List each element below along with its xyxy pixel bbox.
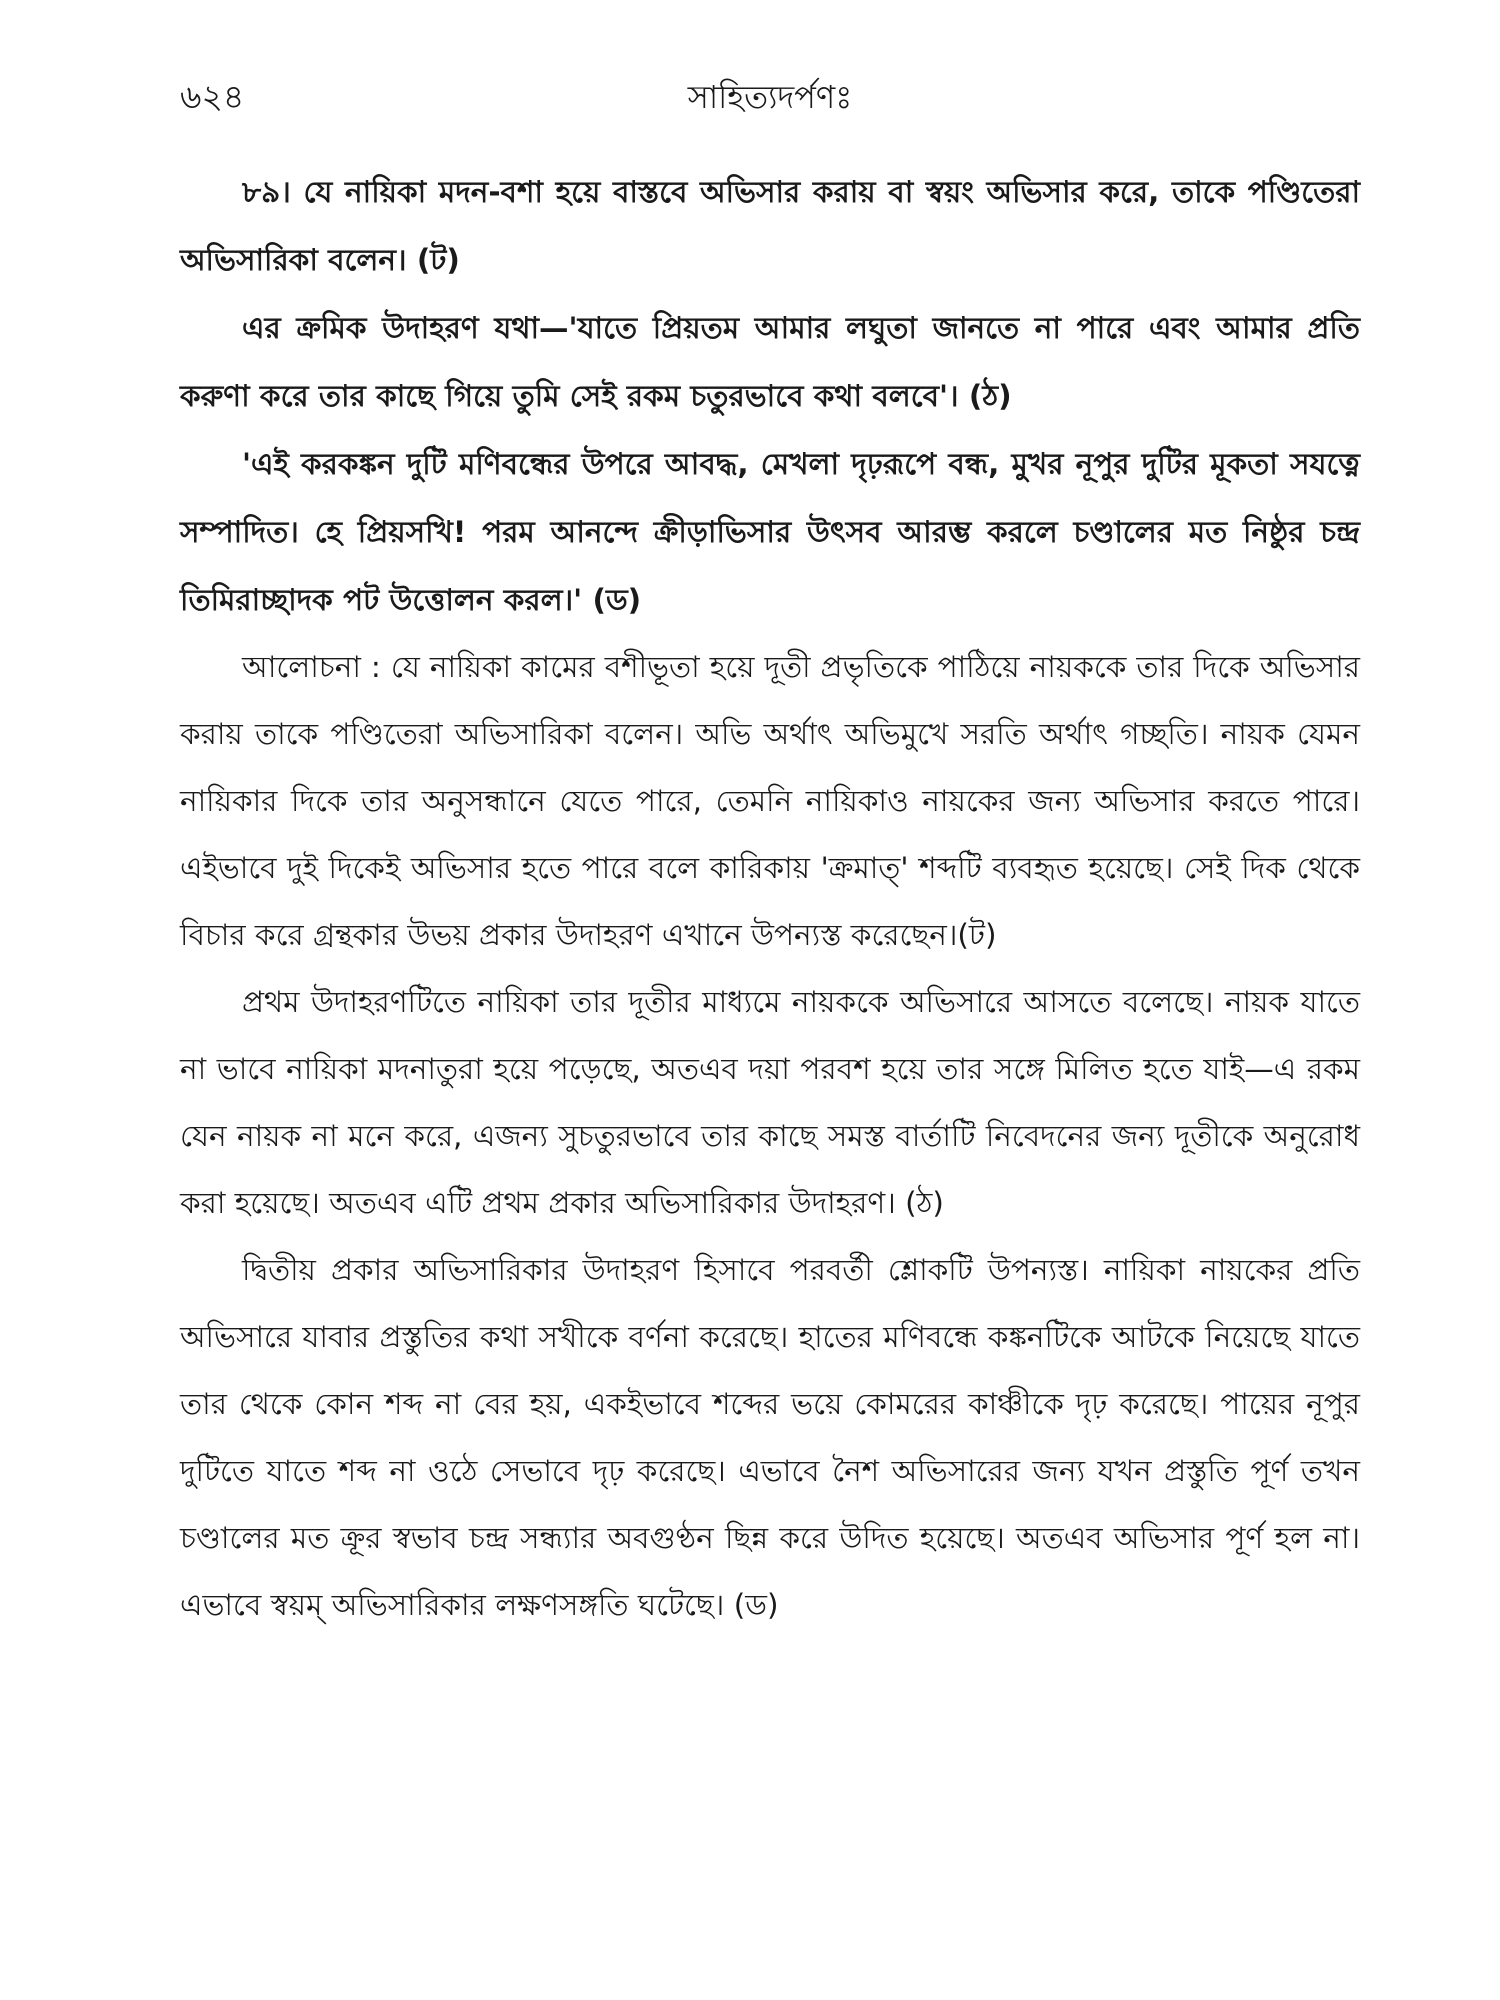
second-example: 'এই করকঙ্কন দুটি মণিবন্ধের উপরে আবদ্ধ, মেখলা দৃঢ়রূপে বন্ধ, মুখর নূপুর দুটির মূকতা সযত্নে সম্পাদিত। হে প্রিয়সখি! পরম আনন্দে ক্রীড়াভিসার উৎসব আরম্ভ করলে চণ্ডালের মত নিষ্ঠুর চন্দ্র তিমিরাচ্ছাদক পট উত্তোলন করল।' (ড) — [180, 447, 1360, 617]
page-header — [180, 72, 1360, 122]
running-title: সাহিত্যদর্পণঃ — [687, 78, 853, 116]
first-example-commentary: প্রথম উদাহরণটিতে নায়িকা তার দূতীর মাধ্যমে নায়ককে অভিসারে আসতে বলেছে। নায়ক যাতে না ভাবে নায়িকা মদনাতুরা হয়ে পড়েছে, অতএব দয়া পরবশ হয়ে তার সঙ্গে মিলিত হতে যাই—এ রকম যেন নায়ক না মনে করে, এজন্য সুচতুরভাবে তার কাছে সমস্ত বার্তাটি নিবেদনের জন্য দূতীকে অনুরোধ করা হয়েছে। অতএব এটি প্রথম প্রকার অভিসারিকার উদাহরণ। (ঠ) — [180, 985, 1360, 1220]
first-example: এর ক্রমিক উদাহরণ যথা—'যাতে প্রিয়তম আমার লঘুতা জানতে না পারে এবং আমার প্রতি করুণা করে তার কাছে গিয়ে তুমি সেই রকম চতুরভাবে কথা বলবে'। (ঠ) — [180, 311, 1360, 413]
verse-89-definition: ৮৯। যে নায়িকা মদন-বশা হয়ে বাস্তবে অভিসার করায় বা স্বয়ং অভিসার করে, তাকে পণ্ডিতেরা অভিসারিকা বলেন। (ট) — [180, 175, 1360, 277]
second-example-commentary: দ্বিতীয় প্রকার অভিসারিকার উদাহরণ হিসাবে পরবর্তী শ্লোকটি উপন্যস্ত। নায়িকা নায়কের প্রতি অভিসারে যাবার প্রস্তুতির কথা সখীকে বর্ণনা করেছে। হাতের মণিবন্ধে কঙ্কনটিকে আটকে নিয়েছে যাতে তার থেকে কোন শব্দ না বের হয়, একইভাবে শব্দের ভয়ে কোমরের কাঞ্চীকে দৃঢ় করেছে। পায়ের নূপুর দুটিতে যাতে শব্দ না ওঠে সেভাবে দৃঢ় করেছে। এভাবে নৈশ অভিসারের জন্য যখন প্রস্তুতি পূর্ণ তখন চণ্ডালের মত ক্রূর স্বভাব চন্দ্র সন্ধ্যার অবগুণ্ঠন ছিন্ন করে উদিত হয়েছে। অতএব অভিসার পূর্ণ হল না। এভাবে স্বয়ম্ অভিসারিকার লক্ষণসঙ্গতি ঘটেছে। (ড) — [180, 1253, 1360, 1622]
page-number: ৬২৪ — [180, 77, 245, 116]
discussion-paragraph: আলোচনা : যে নায়িকা কামের বশীভূতা হয়ে দূতী প্রভৃতিকে পাঠিয়ে নায়ককে তার দিকে অভিসার করায় তাকে পণ্ডিতেরা অভিসারিকা বলেন। অভি অর্থাৎ অভিমুখে সরতি অর্থাৎ গচ্ছতি। নায়ক যেমন নায়িকার দিকে তার অনুসন্ধানে যেতে পারে, তেমনি নায়িকাও নায়কের জন্য অভিসার করতে পারে। এইভাবে দুই দিকেই অভিসার হতে পারে বলে কারিকায় 'ক্রমাত্' শব্দটি ব্যবহৃত হয়েছে। সেই দিক থেকে বিচার করে গ্রন্থকার উভয় প্রকার উদাহরণ এখানে উপন্যস্ত করেছেন।(ট) — [180, 650, 1360, 952]
page-body — [180, 158, 1360, 1639]
